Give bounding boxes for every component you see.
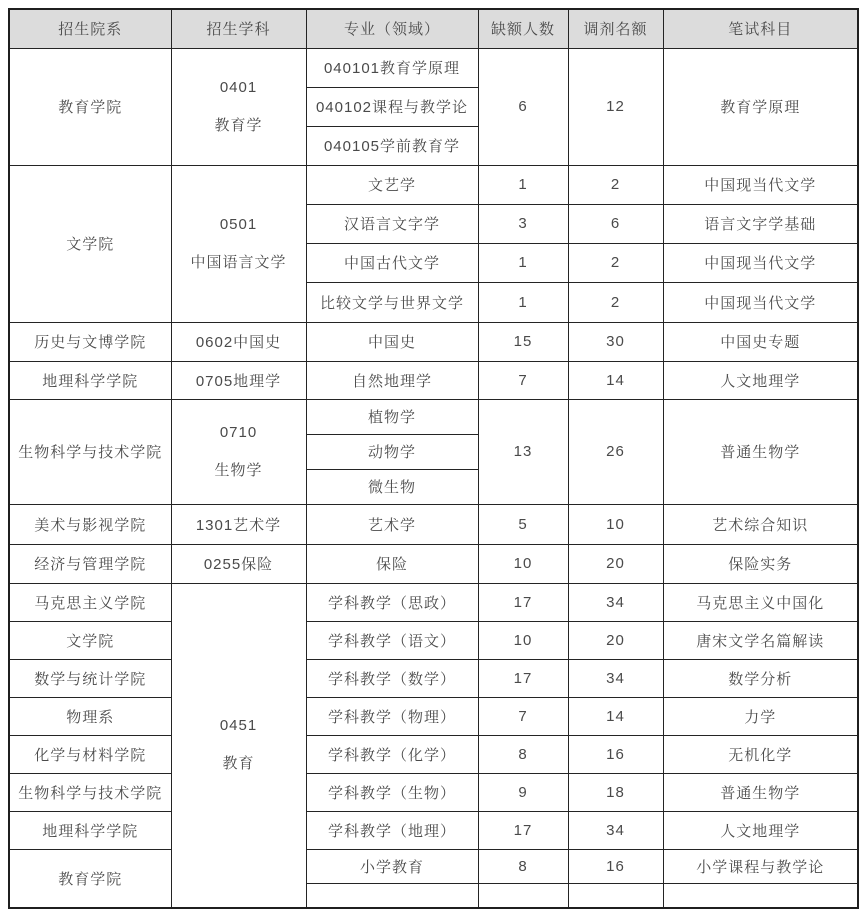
discipline-cell bbox=[171, 48, 306, 165]
table-row bbox=[9, 697, 858, 735]
table-row bbox=[9, 735, 858, 773]
table-row bbox=[9, 811, 858, 849]
college-cell: 文学院 bbox=[9, 165, 171, 322]
header-quota: 调剂名额 bbox=[568, 9, 663, 48]
college-cell: 美术与影视学院 bbox=[9, 504, 171, 544]
quota-cell: 6 bbox=[568, 204, 663, 243]
major-cell: 汉语言文字学 bbox=[306, 204, 478, 243]
vacancy-cell: 1 bbox=[478, 243, 568, 282]
header-exam: 笔试科目 bbox=[663, 9, 858, 48]
college-cell: 物理系 bbox=[9, 697, 171, 735]
table-row bbox=[9, 504, 858, 544]
discipline-cell bbox=[171, 583, 306, 908]
vacancy-cell: 15 bbox=[478, 322, 568, 361]
table-row bbox=[9, 322, 858, 361]
quota-cell: 12 bbox=[568, 48, 663, 165]
exam-cell: 普通生物学 bbox=[663, 399, 858, 504]
quota-cell: 34 bbox=[568, 583, 663, 621]
table-row bbox=[9, 361, 858, 399]
major-cell: 文艺学 bbox=[306, 165, 478, 204]
admission-adjustment-table bbox=[8, 8, 859, 909]
table-row bbox=[9, 48, 858, 87]
exam-cell: 中国史专题 bbox=[663, 322, 858, 361]
exam-cell: 中国现当代文学 bbox=[663, 243, 858, 282]
vacancy-cell: 17 bbox=[478, 659, 568, 697]
vacancy-cell: 17 bbox=[478, 811, 568, 849]
discipline-name: 教育 bbox=[222, 755, 255, 773]
quota-cell: 2 bbox=[568, 282, 663, 322]
quota-cell: 20 bbox=[568, 621, 663, 659]
discipline-code: 0710 bbox=[219, 423, 258, 441]
discipline-code-name bbox=[174, 79, 304, 135]
exam-cell: 中国现当代文学 bbox=[663, 165, 858, 204]
vacancy-cell: 5 bbox=[478, 504, 568, 544]
exam-cell: 数学分析 bbox=[663, 659, 858, 697]
major-cell: 植物学 bbox=[306, 399, 478, 434]
major-cell: 艺术学 bbox=[306, 504, 478, 544]
college-cell: 地理科学学院 bbox=[9, 361, 171, 399]
table-row bbox=[9, 399, 858, 434]
vacancy-cell: 10 bbox=[478, 544, 568, 583]
major-cell: 小学教育 bbox=[306, 849, 478, 883]
discipline-cell bbox=[171, 165, 306, 322]
quota-cell: 14 bbox=[568, 361, 663, 399]
quota-cell-empty bbox=[568, 883, 663, 908]
college-cell: 经济与管理学院 bbox=[9, 544, 171, 583]
major-cell: 学科教学（物理） bbox=[306, 697, 478, 735]
major-cell: 中国史 bbox=[306, 322, 478, 361]
vacancy-cell: 9 bbox=[478, 773, 568, 811]
exam-cell: 小学课程与教学论 bbox=[663, 849, 858, 883]
major-cell: 040105学前教育学 bbox=[306, 126, 478, 165]
vacancy-cell: 13 bbox=[478, 399, 568, 504]
table-container bbox=[8, 8, 859, 888]
exam-cell: 中国现当代文学 bbox=[663, 282, 858, 322]
college-cell: 数学与统计学院 bbox=[9, 659, 171, 697]
vacancy-cell: 1 bbox=[478, 282, 568, 322]
table-row bbox=[9, 849, 858, 883]
college-cell: 化学与材料学院 bbox=[9, 735, 171, 773]
major-cell: 自然地理学 bbox=[306, 361, 478, 399]
quota-cell: 10 bbox=[568, 504, 663, 544]
discipline-name: 生物学 bbox=[214, 461, 263, 479]
table-row bbox=[9, 659, 858, 697]
discipline-name: 教育学 bbox=[214, 116, 263, 134]
vacancy-cell: 7 bbox=[478, 361, 568, 399]
discipline-name: 中国语言文学 bbox=[190, 253, 287, 271]
major-cell: 中国古代文学 bbox=[306, 243, 478, 282]
major-cell: 动物学 bbox=[306, 434, 478, 469]
exam-cell: 人文地理学 bbox=[663, 361, 858, 399]
discipline-cell bbox=[171, 399, 306, 504]
major-cell: 学科教学（生物） bbox=[306, 773, 478, 811]
exam-cell: 力学 bbox=[663, 697, 858, 735]
discipline-code-name bbox=[174, 424, 304, 480]
college-cell: 生物科学与技术学院 bbox=[9, 399, 171, 504]
major-cell: 学科教学（语文） bbox=[306, 621, 478, 659]
discipline-cell: 0705地理学 bbox=[171, 361, 306, 399]
exam-cell-empty bbox=[663, 883, 858, 908]
major-cell: 学科教学（数学） bbox=[306, 659, 478, 697]
exam-cell: 艺术综合知识 bbox=[663, 504, 858, 544]
vacancy-cell: 7 bbox=[478, 697, 568, 735]
quota-cell: 2 bbox=[568, 243, 663, 282]
quota-cell: 26 bbox=[568, 399, 663, 504]
major-cell: 040101教育学原理 bbox=[306, 48, 478, 87]
header-vacancy: 缺额人数 bbox=[478, 9, 568, 48]
college-cell: 历史与文博学院 bbox=[9, 322, 171, 361]
quota-cell: 14 bbox=[568, 697, 663, 735]
exam-cell: 马克思主义中国化 bbox=[663, 583, 858, 621]
major-cell: 微生物 bbox=[306, 469, 478, 504]
major-cell: 比较文学与世界文学 bbox=[306, 282, 478, 322]
table-row bbox=[9, 621, 858, 659]
quota-cell: 16 bbox=[568, 735, 663, 773]
exam-cell: 保险实务 bbox=[663, 544, 858, 583]
discipline-code: 0501 bbox=[219, 215, 258, 233]
major-cell: 学科教学（地理） bbox=[306, 811, 478, 849]
exam-cell: 教育学原理 bbox=[663, 48, 858, 165]
college-cell: 生物科学与技术学院 bbox=[9, 773, 171, 811]
header-college: 招生院系 bbox=[9, 9, 171, 48]
discipline-code-name bbox=[174, 717, 304, 773]
quota-cell: 20 bbox=[568, 544, 663, 583]
vacancy-cell: 3 bbox=[478, 204, 568, 243]
exam-cell: 语言文字学基础 bbox=[663, 204, 858, 243]
quota-cell: 30 bbox=[568, 322, 663, 361]
exam-cell: 唐宋文学名篇解读 bbox=[663, 621, 858, 659]
table-row bbox=[9, 544, 858, 583]
header-discipline: 招生学科 bbox=[171, 9, 306, 48]
college-cell: 地理科学学院 bbox=[9, 811, 171, 849]
discipline-cell: 1301艺术学 bbox=[171, 504, 306, 544]
vacancy-cell: 6 bbox=[478, 48, 568, 165]
major-cell: 学科教学（化学） bbox=[306, 735, 478, 773]
college-cell: 教育学院 bbox=[9, 48, 171, 165]
quota-cell: 34 bbox=[568, 811, 663, 849]
quota-cell: 34 bbox=[568, 659, 663, 697]
discipline-code: 0451 bbox=[219, 717, 258, 735]
quota-cell: 2 bbox=[568, 165, 663, 204]
header-row bbox=[9, 9, 858, 48]
major-cell: 040102课程与教学论 bbox=[306, 87, 478, 126]
vacancy-cell: 17 bbox=[478, 583, 568, 621]
college-cell: 文学院 bbox=[9, 621, 171, 659]
college-cell: 马克思主义学院 bbox=[9, 583, 171, 621]
quota-cell: 18 bbox=[568, 773, 663, 811]
discipline-code-name bbox=[174, 216, 304, 272]
discipline-code: 0401 bbox=[219, 78, 258, 96]
vacancy-cell: 1 bbox=[478, 165, 568, 204]
quota-cell: 16 bbox=[568, 849, 663, 883]
college-cell: 教育学院 bbox=[9, 849, 171, 908]
discipline-cell: 0255保险 bbox=[171, 544, 306, 583]
vacancy-cell: 8 bbox=[478, 849, 568, 883]
major-cell-empty bbox=[306, 883, 478, 908]
exam-cell: 人文地理学 bbox=[663, 811, 858, 849]
major-cell: 保险 bbox=[306, 544, 478, 583]
discipline-cell: 0602中国史 bbox=[171, 322, 306, 361]
exam-cell: 无机化学 bbox=[663, 735, 858, 773]
table-row bbox=[9, 165, 858, 204]
table-row bbox=[9, 773, 858, 811]
major-cell: 学科教学（思政） bbox=[306, 583, 478, 621]
header-major: 专业（领域） bbox=[306, 9, 478, 48]
vacancy-cell-empty bbox=[478, 883, 568, 908]
vacancy-cell: 10 bbox=[478, 621, 568, 659]
vacancy-cell: 8 bbox=[478, 735, 568, 773]
table-row bbox=[9, 583, 858, 621]
exam-cell: 普通生物学 bbox=[663, 773, 858, 811]
